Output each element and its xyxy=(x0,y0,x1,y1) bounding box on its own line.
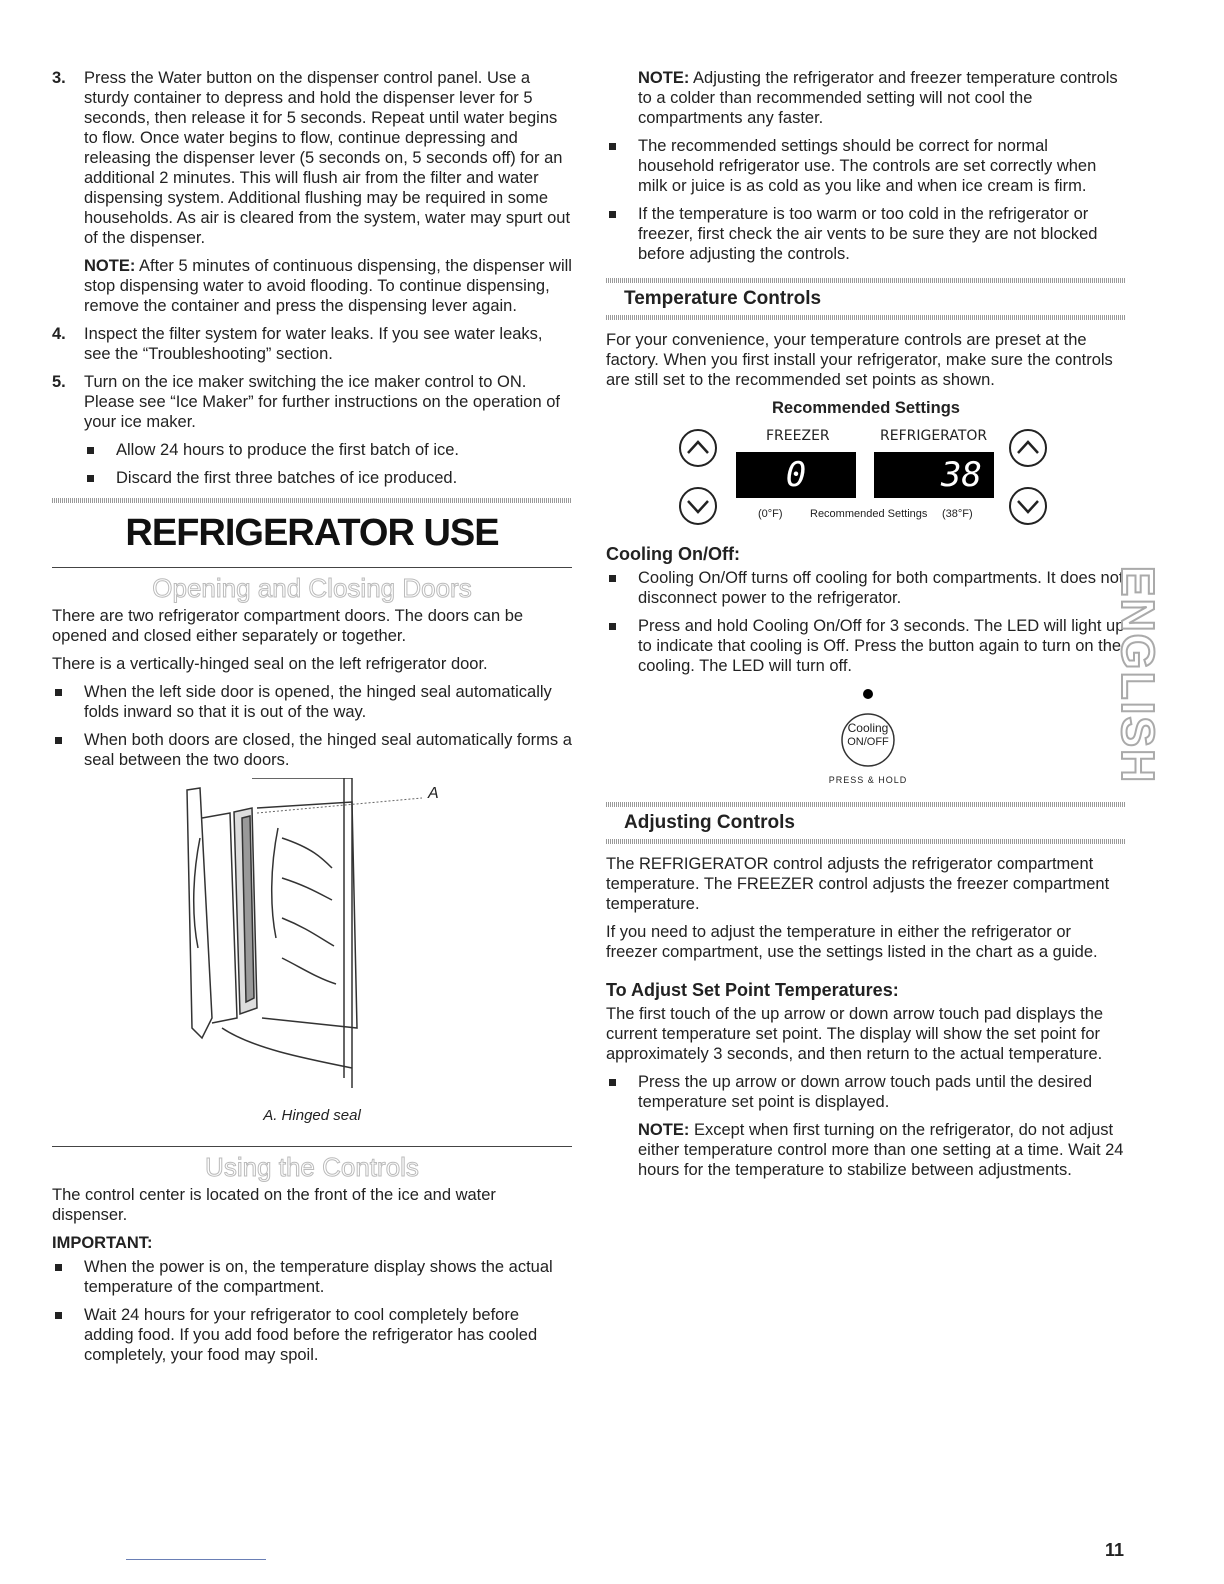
list-item: Allow 24 hours to produce the first batch of ice. xyxy=(84,440,572,460)
page-number: 11 xyxy=(1104,1540,1124,1560)
section-title-doors: Opening and Closing Doors xyxy=(152,573,472,603)
section-title-temperature: Temperature Controls xyxy=(624,288,822,309)
step-text: Inspect the filter system for water leaks. If you see water leaks, see the “Troubleshooting” section. xyxy=(84,325,543,363)
fridge-label: REFRIGERATOR xyxy=(880,428,988,444)
cooling-heading: Cooling On/Off: xyxy=(606,544,740,564)
press-hold-label: PRESS & HOLD xyxy=(828,775,908,785)
list-item: If the temperature is too warm or too cold in the refrigerator or freezer, first check the air vents to be sure they are not blocked before adjusting the controls. xyxy=(606,204,1126,264)
paragraph: The first touch of the up arrow or down arrow touch pad displays the current temperature set point. The display will show the set point for approximately 3 seconds, and then return to the actual temperature. xyxy=(606,1005,1104,1063)
paragraph: There are two refrigerator compartment doors. The doors can be opened and closed either separately or together. xyxy=(52,607,524,645)
fridge-value: 38 xyxy=(941,455,982,495)
fridge-unit: (38°F) xyxy=(942,508,973,520)
list-item: Press and hold Cooling On/Off for 3 seconds. The LED will light up to indicate that cooling is Off. Press the button again to turn on the cooling. The LED will turn off. xyxy=(606,616,1126,676)
freezer-value: 0 xyxy=(785,455,807,495)
cooling-button-figure xyxy=(606,684,1126,794)
recommended-heading: Recommended Settings xyxy=(772,399,960,417)
fridge-down-icon[interactable] xyxy=(1010,488,1046,524)
step-number: 5. xyxy=(52,373,66,391)
paragraph: For your convenience, your temperature controls are preset at the factory. When you first install your refrigerator, make sure the controls are still set to the recommended set points as shown. xyxy=(606,331,1113,389)
divider xyxy=(606,839,1126,844)
section-title-adjusting: Adjusting Controls xyxy=(624,812,795,833)
setpoint-heading: To Adjust Set Point Temperatures: xyxy=(606,980,899,1000)
list-item: When the left side door is opened, the hinged seal automatically folds inward so that it is out of the way. xyxy=(52,682,572,722)
paragraph: The REFRIGERATOR control adjusts the refrigerator compartment temperature. The FREEZER control adjusts the freezer compartment temperature. xyxy=(606,855,1110,913)
cooling-label: Cooling xyxy=(847,721,889,735)
footer-line xyxy=(126,1559,266,1560)
freezer-up-icon[interactable] xyxy=(680,430,716,466)
refrigerator-door-illustration xyxy=(52,778,572,1098)
list-item: The recommended settings should be correct for normal household refrigerator use. The controls are set correctly when milk or juice is as cold as you like and when ice cream is firm. xyxy=(606,136,1126,196)
list-item: Press the up arrow or down arrow touch pads until the desired temperature set point is displayed. xyxy=(606,1072,1126,1112)
step-text: Press the Water button on the dispenser control panel. Use a sturdy container to depress and hold the dispenser lever for 5 seconds, then release it for 5 seconds. Repeat until water begins to flow. Once water begins to flow, continue depressing and releasing the dispenser lever (5 seconds on, 5 seconds off) for an additional 2 minutes. This will flush air from the filter and water dispensing system. Additional flushing may be required in some households. As air is cleared from the system, water may spurt out of the dispenser. xyxy=(84,69,571,247)
important-label: IMPORTANT: xyxy=(52,1234,153,1252)
list-item: Cooling On/Off turns off cooling for both compartments. It does not disconnect power to the refrigerator. xyxy=(606,568,1126,608)
divider xyxy=(52,567,572,568)
step-text: Turn on the ice maker switching the ice maker control to ON. Please see “Ice Maker” for further instructions on the operation of your ice maker. xyxy=(84,373,560,431)
left-column xyxy=(52,68,572,1373)
step-number: 4. xyxy=(52,325,66,343)
list-item: When the power is on, the temperature display shows the actual temperature of the compartment. xyxy=(52,1257,572,1297)
recommended-small: Recommended Settings xyxy=(810,508,928,520)
list-item: When both doors are closed, the hinged seal automatically forms a seal between the two doors. xyxy=(52,730,572,770)
led-indicator xyxy=(863,689,873,699)
step-4 xyxy=(52,324,572,364)
page-title: REFRIGERATOR USE xyxy=(125,512,499,554)
figure-caption: A. Hinged seal xyxy=(263,1107,361,1124)
note: NOTE: Except when first turning on the refrigerator, do not adjust either temperature control more than one setting at a time. Wait 24 hours for the temperature to stabilize between adjustments. xyxy=(638,1121,1124,1179)
step-5 xyxy=(52,372,572,488)
note: NOTE: Adjusting the refrigerator and freezer temperature controls to a colder than recommended setting will not cool the compartments any faster. xyxy=(638,69,1118,127)
list-item: Wait 24 hours for your refrigerator to cool completely before adding food. If you add food before the refrigerator has cooled completely, your food may spoil. xyxy=(52,1305,572,1365)
door-figure xyxy=(52,778,572,1098)
control-panel xyxy=(606,422,1126,532)
paragraph: There is a vertically-hinged seal on the left refrigerator door. xyxy=(52,655,488,673)
freezer-label: FREEZER xyxy=(766,428,830,444)
divider xyxy=(606,315,1126,320)
fridge-up-icon[interactable] xyxy=(1010,430,1046,466)
section-title-controls: Using the Controls xyxy=(205,1152,419,1182)
freezer-unit: (0°F) xyxy=(758,508,783,520)
divider xyxy=(52,1146,572,1147)
step-3 xyxy=(52,68,572,316)
onoff-label: ON/OFF xyxy=(847,736,889,748)
list-item: Discard the first three batches of ice produced. xyxy=(84,468,572,488)
language-tab-label: ENGLISH xyxy=(1112,565,1164,785)
step-number: 3. xyxy=(52,69,66,87)
freezer-down-icon[interactable] xyxy=(680,488,716,524)
figure-label: A xyxy=(428,785,439,802)
paragraph: The control center is located on the front of the ice and water dispenser. xyxy=(52,1186,496,1224)
paragraph: If you need to adjust the temperature in either the refrigerator or freezer compartment, use the settings listed in the chart as a guide. xyxy=(606,923,1098,961)
language-tab xyxy=(1108,565,1168,785)
divider xyxy=(52,498,572,503)
step-note: NOTE: After 5 minutes of continuous dispensing, the dispenser will stop dispensing water to avoid flooding. To continue dispensing, remove the container and press the dispensing lever again. xyxy=(84,257,572,315)
right-column xyxy=(606,68,1126,1188)
